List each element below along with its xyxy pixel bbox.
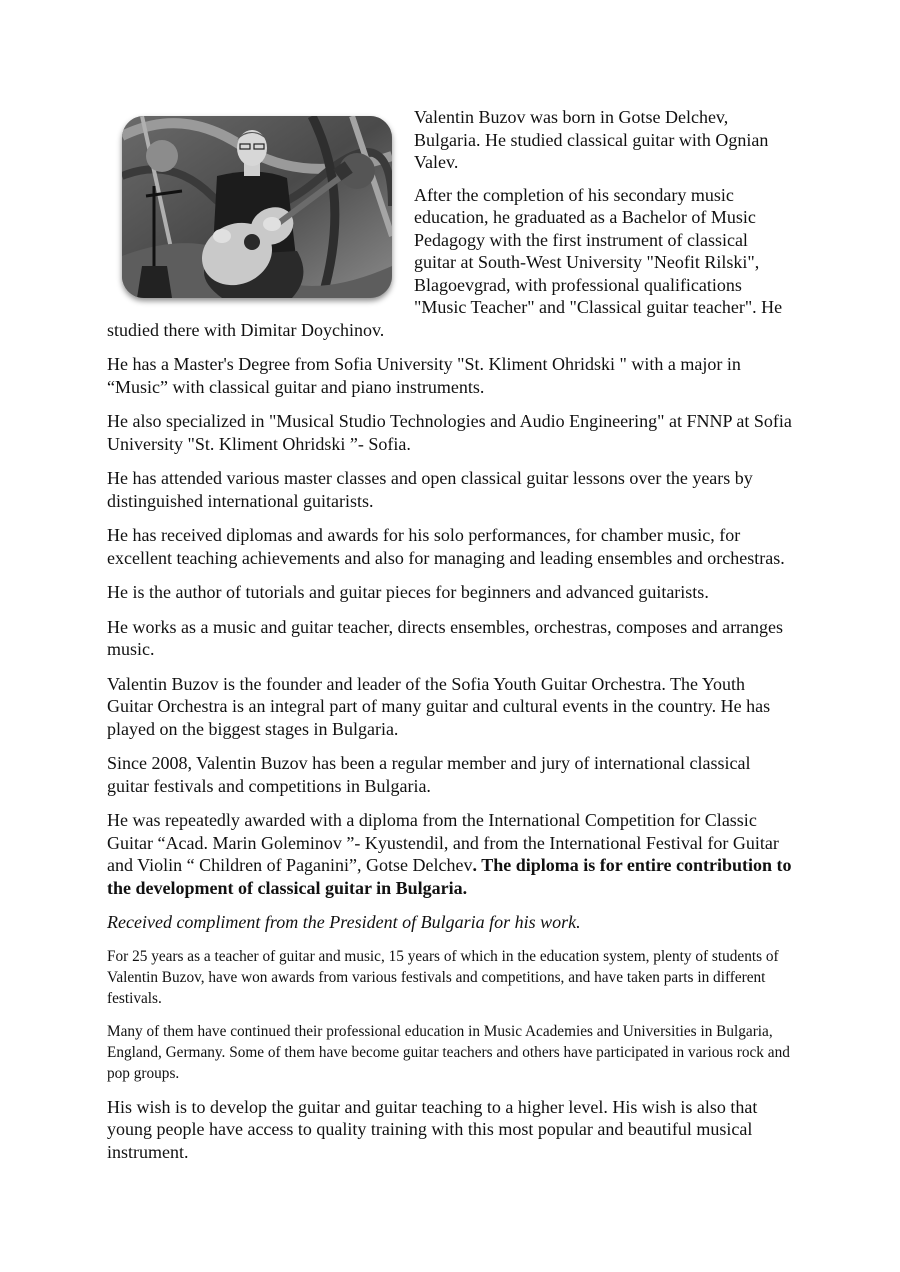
award-text: He was repeatedly awarded with a diploma from the International Competition for Classic Guitar “Acad. Marin Goleminov ”- Kyustendil, and from the International Festival for Guitar and Violin “ Children of Paganini”, Gotse Delchev (107, 810, 779, 875)
students-paragraph: For 25 years as a teacher of guitar and music, 15 years of which in the education system, plenty of students of Valentin Buzov, have won awards from various festivals and competitions, and have taken parts in different festivals. (107, 947, 779, 1007)
education-line-4: studied there with Dimitar Doychinov. (107, 319, 385, 340)
masters-paragraph: He has a Master's Degree from Sofia University "St. Kliment Ohridski " with a major in “Music” with classical guitar and piano instruments. (107, 354, 741, 397)
continued-paragraph: Many of them have continued their professional education in Music Academies and Universities in Bulgaria, England, Germany. Some of them have become guitar teachers and others have participated in various rock and pop groups. (107, 1022, 790, 1082)
works-paragraph: He works as a music and guitar teacher, directs ensembles, orchestras, composes and arranges music. (107, 616, 784, 659)
biography-text (107, 106, 793, 1175)
wish-paragraph: His wish is to develop the guitar and guitar teaching to a higher level. His wish is also that young people have access to quality training with this most popular and beautiful musical instrument. (107, 1096, 758, 1162)
education-line-2: Blagoevgrad, with professional qualifications (414, 274, 742, 295)
masterclasses-paragraph: He has attended various master classes and open classical guitar lessons over the years by distinguished international guitarists. (107, 468, 753, 511)
award-paragraph (107, 809, 793, 899)
education-line-1: After the completion of his secondary music education, he graduated as a Bachelor of Music Pedagogy with the first instrument of classical guitar at South-West University "Neofit Rilski", (414, 184, 760, 272)
author-paragraph: He is the author of tutorials and guitar pieces for beginners and advanced guitarists. (107, 582, 709, 602)
guitarist-photo (122, 116, 392, 298)
diplomas-paragraph: He has received diplomas and awards for his solo performances, for chamber music, for excellent teaching achievements and also for managing and leading ensembles and orchestras. (107, 525, 785, 568)
compliment-paragraph: Received compliment from the President of Bulgaria for his work. (107, 912, 581, 932)
specialization-paragraph: He also specialized in "Musical Studio Technologies and Audio Engineering" at FNNP at Sofia University "St. Kliment Ohridski ”- Sofia. (107, 411, 792, 454)
education-line-3: "Music Teacher" and "Classical guitar teacher". He (414, 297, 783, 317)
orchestra-paragraph: Valentin Buzov is the founder and leader of the Sofia Youth Guitar Orchestra. The Youth Guitar Orchestra is an integral part of many guitar and cultural events in the country. He has played on the biggest stages in Bulgaria. (107, 673, 771, 739)
intro-paragraph: Valentin Buzov was born in Gotse Delchev, Bulgaria. He studied classical guitar with Ognian Valev. (414, 107, 769, 172)
award-bold-text: . The diploma is for entire contribution to the development of classical guitar in Bulgaria. (107, 855, 792, 898)
jury-paragraph: Since 2008, Valentin Buzov has been a regular member and jury of international classical guitar festivals and competitions in Bulgaria. (107, 753, 751, 796)
